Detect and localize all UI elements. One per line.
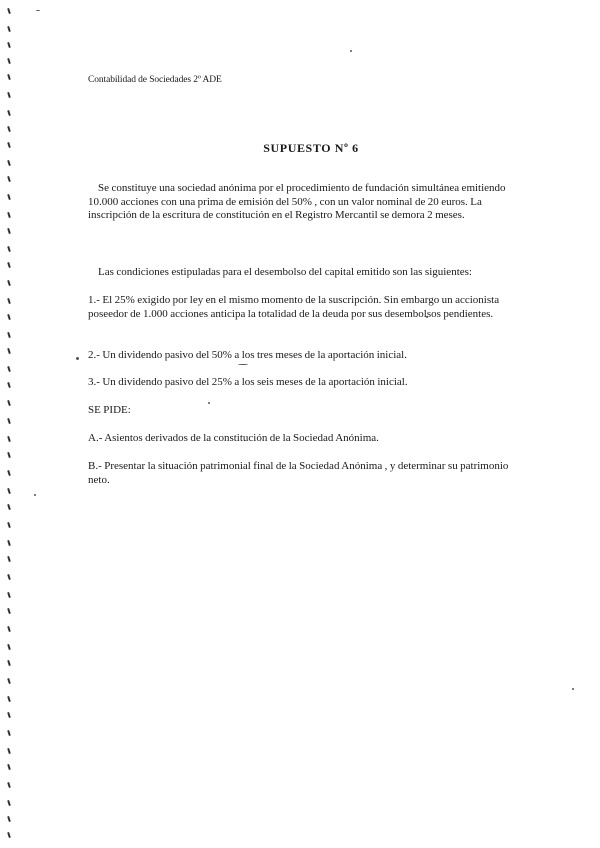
condition-item-1: 1.- El 25% exigido por ley en el mismo momento de la suscripción. Sin embargo un accionista poseedor de 1.000 acciones anticipa la totalidad de la deuda por sus desembolsos pendientes. [88, 294, 500, 320]
binding-hole-marks [8, 0, 18, 848]
conditions-paragraph: Las condiciones estipuladas para el desembolso del capital emitido son las siguientes: [98, 266, 472, 278]
se-pide-heading: SE PIDE: [88, 404, 131, 416]
scan-speck [36, 10, 40, 11]
task-a: A.- Asientos derivados de la constitución de la Sociedad Anónima. [88, 432, 379, 444]
scan-speck [34, 494, 36, 496]
intro-paragraph: Se constituye una sociedad anónima por el procedimiento de fundación simultánea emitiendo 10.000 acciones con una prima de emisión del 50% , con un valor nominal de 20 euros. La inscripción de la escritura de constitución en el Registro Mercantil se demora 2 meses. [88, 182, 506, 221]
exercise-title: SUPUESTO Nº 6 [263, 141, 359, 155]
condition-item-2: 2.- Un dividendo pasivo del 50% a los tres meses de la aportación inicial. [88, 349, 407, 361]
course-header: Contabilidad de Sociedades 2º ADE [88, 75, 222, 85]
condition-item-3: 3.- Un dividendo pasivo del 25% a los seis meses de la aportación inicial. [88, 376, 408, 388]
scan-speck [238, 364, 248, 365]
scan-speck [350, 50, 352, 52]
scan-speck [76, 357, 79, 360]
scan-speck [572, 688, 574, 690]
task-b: B.- Presentar la situación patrimonial final de la Sociedad Anónima , y determinar su patrimonio neto. [88, 460, 509, 486]
